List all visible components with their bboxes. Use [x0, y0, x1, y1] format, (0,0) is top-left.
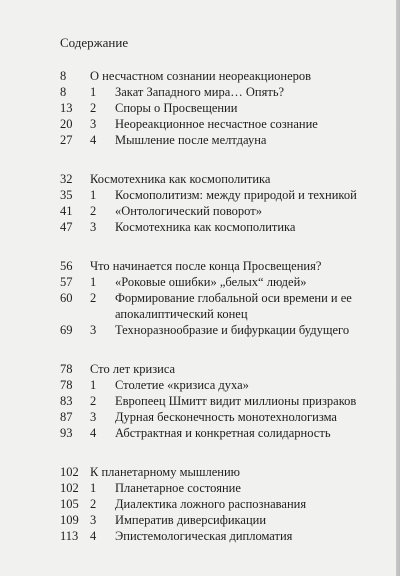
subsection-title: Споры о Просвещении [115, 101, 238, 115]
subsection-title: Императив диверсификации [115, 513, 267, 527]
chapter-page-number: 102 [60, 465, 79, 479]
subsection-page-number: 109 [60, 513, 79, 527]
toc-chapter-row [60, 171, 380, 187]
subsection-number: 4 [90, 426, 97, 440]
subsection-title: Неореакционное несчастное сознание [115, 117, 318, 131]
subsection-page-number: 41 [60, 204, 73, 218]
toc-subsection-row [60, 132, 380, 148]
subsection-page-number: 78 [60, 378, 73, 392]
toc-chapter-row [60, 464, 380, 480]
subsection-page-number: 8 [60, 85, 67, 99]
subsection-title: Планетарное состояние [115, 481, 241, 495]
toc-subsection-row [60, 100, 380, 116]
subsection-number: 3 [90, 220, 97, 234]
subsection-page-number: 47 [60, 220, 73, 234]
subsection-page-number: 93 [60, 426, 73, 440]
toc-section [60, 361, 380, 441]
toc-chapter-row [60, 258, 380, 274]
toc-subsection-row [60, 203, 380, 219]
subsection-number: 2 [90, 497, 97, 511]
chapter-title: О несчастном сознании неореакционеров [90, 69, 312, 83]
toc-sections [60, 68, 380, 544]
subsection-number: 4 [90, 133, 97, 147]
toc-subsection-row [60, 512, 380, 528]
toc-subsection-row [60, 290, 380, 322]
subsection-title: Европеец Шмитт видит миллионы призраков [115, 394, 357, 408]
subsection-title: Диалектика ложного распознавания [115, 497, 307, 511]
subsection-number: 3 [90, 410, 97, 424]
chapter-page-number: 56 [60, 259, 73, 273]
chapter-title: Космотехника как космополитика [90, 172, 271, 186]
subsection-title: Абстрактная и конкретная солидарность [115, 426, 331, 440]
subsection-title: «Роковые ошибки» „белых“ людей» [115, 275, 307, 289]
toc-subsection-row [60, 425, 380, 441]
chapter-title: Что начинается после конца Просвещения? [90, 259, 322, 273]
toc-chapter-row [60, 361, 380, 377]
toc-subsection-row [60, 116, 380, 132]
subsection-title: Закат Западного мира… Опять? [115, 85, 285, 99]
subsection-page-number: 27 [60, 133, 73, 147]
toc-section [60, 258, 380, 338]
subsection-title: Столетие «кризиса духа» [115, 378, 249, 392]
subsection-number: 2 [90, 101, 97, 115]
toc-subsection-row [60, 409, 380, 425]
subsection-title: Космотехника как космополитика [115, 220, 296, 234]
chapter-title: К планетарному мышлению [90, 465, 241, 479]
chapter-page-number: 78 [60, 362, 73, 376]
table-of-contents [60, 35, 380, 544]
chapter-page-number: 8 [60, 69, 67, 83]
subsection-page-number: 87 [60, 410, 73, 424]
page-edge-shadow [396, 0, 400, 576]
toc-subsection-row [60, 480, 380, 496]
toc-chapter-row [60, 68, 380, 84]
toc-subsection-row [60, 187, 380, 203]
subsection-page-number: 105 [60, 497, 79, 511]
toc-section [60, 68, 380, 148]
subsection-number: 3 [90, 117, 97, 131]
toc-subsection-row [60, 274, 380, 290]
subsection-page-number: 13 [60, 101, 73, 115]
toc-heading: Содержание [60, 35, 129, 50]
toc-subsection-row [60, 219, 380, 235]
subsection-number: 2 [90, 291, 97, 305]
toc-subsection-row [60, 377, 380, 393]
subsection-number: 1 [90, 275, 97, 289]
subsection-title: «Онтологический поворот» [115, 204, 262, 218]
toc-subsection-row [60, 496, 380, 512]
subsection-number: 2 [90, 394, 97, 408]
subsection-title: Эпистемологическая дипломатия [115, 529, 293, 543]
subsection-page-number: 102 [60, 481, 79, 495]
toc-section [60, 464, 380, 544]
subsection-page-number: 60 [60, 291, 73, 305]
subsection-number: 1 [90, 85, 97, 99]
toc-subsection-row [60, 84, 380, 100]
subsection-page-number: 83 [60, 394, 73, 408]
subsection-number: 3 [90, 323, 97, 337]
subsection-title: Космополитизм: между природой и техникой [115, 188, 357, 202]
subsection-page-number: 20 [60, 117, 73, 131]
chapter-page-number: 32 [60, 172, 73, 186]
toc-subsection-row [60, 528, 380, 544]
subsection-title: Дурная бесконечность монотехнологизма [115, 410, 337, 424]
subsection-page-number: 113 [60, 529, 79, 543]
subsection-number: 2 [90, 204, 97, 218]
toc-section [60, 171, 380, 235]
subsection-number: 4 [90, 529, 97, 543]
subsection-title: Мышление после мелтдауна [115, 133, 267, 147]
subsection-title: Технoразнообразие и бифуркации будущего [115, 323, 350, 337]
subsection-title: Формирование глобальной оси времени и ее апокалиптический конец [115, 291, 352, 321]
subsection-number: 1 [90, 481, 97, 495]
chapter-title: Сто лет кризиса [90, 362, 176, 376]
subsection-page-number: 69 [60, 323, 73, 337]
toc-subsection-row [60, 322, 380, 338]
subsection-page-number: 35 [60, 188, 73, 202]
subsection-number: 1 [90, 188, 97, 202]
subsection-page-number: 57 [60, 275, 73, 289]
toc-subsection-row [60, 393, 380, 409]
subsection-number: 1 [90, 378, 97, 392]
subsection-number: 3 [90, 513, 97, 527]
